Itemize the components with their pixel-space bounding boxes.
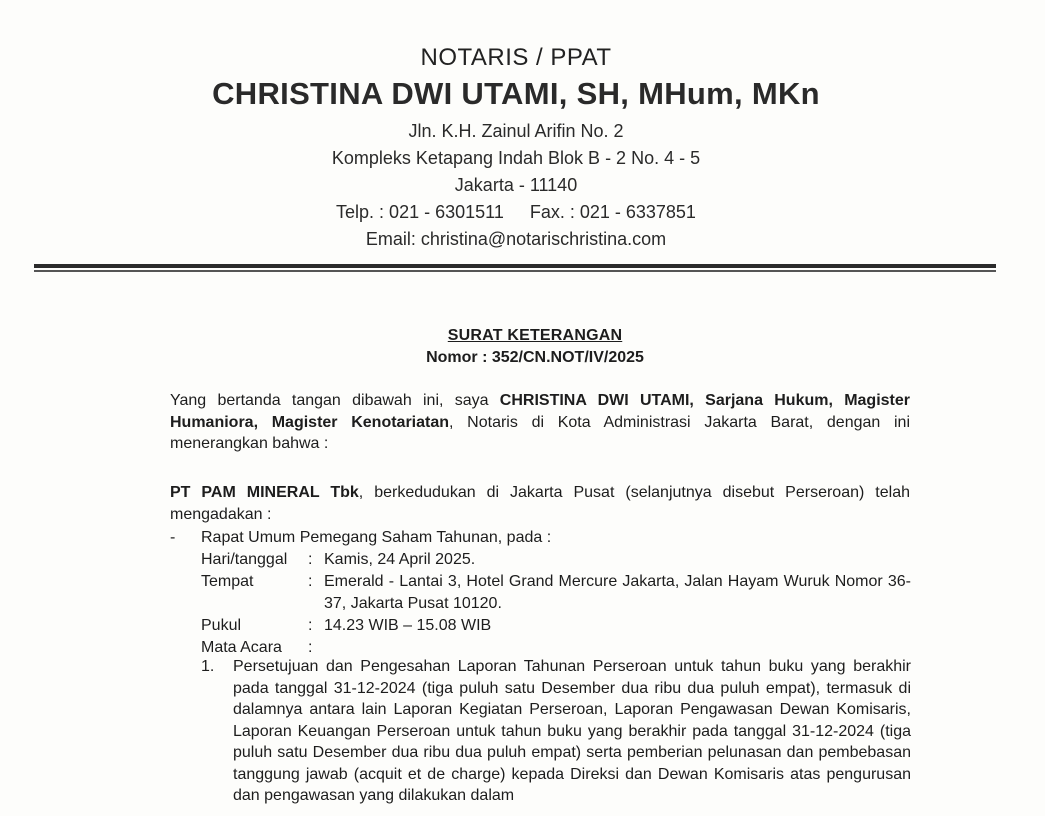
- meeting-title: Rapat Umum Pemegang Saham Tahunan, pada :: [201, 529, 552, 546]
- notary-name: CHRISTINA DWI UTAMI, SH, MHum, MKn: [212, 76, 820, 111]
- place-value: Emerald - Lantai 3, Hotel Grand Mercure Jakarta, Jalan Hayam Wuruk Nomor 36-37, Jakarta Pusat 10120.: [324, 573, 911, 612]
- date-label: Hari/tanggal: [201, 551, 288, 568]
- company-text: , berkedudukan di Jakarta Pusat (selanjutnya disebut Perseroan) telah mengadakan :: [170, 484, 910, 523]
- time-value: 14.23 WIB – 15.08 WIB: [324, 617, 492, 634]
- intro-text-end: , Notaris di Kota Administrasi Jakarta Barat, dengan ini menerangkan bahwa :: [170, 413, 911, 452]
- agenda-text: Persetujuan dan Pengesahan Laporan Tahunan Perseroan untuk tahun buku yang berakhir pada tanggal 31-12-2024 (tiga puluh satu Desember dua ribu dua puluh empat), termasuk di dalamnya antara lain Laporan Kegiatan Perseroan, Laporan Pengawasan Dewan Komisaris, Laporan Keuangan Perseroan untuk tahun buku yang berakhir pada tanggal 31-12-2024 (tiga puluh satu Desember dua ribu dua puluh empat) serta pemberian pelunasan dan pembebasan tanggung jawab (acquit et de charge) kepada Direksi dan Dewan Komisaris atas pengurusan dan pengawasan yang dilakukan dalam: [233, 658, 911, 804]
- email-address: Email: christina@notarischristina.com: [365, 229, 667, 249]
- colon: :: [308, 639, 313, 656]
- agenda-label: Mata Acara: [201, 639, 282, 656]
- address-line-2: Kompleks Ketapang Indah Blok B - 2 No. 4 - 5: [331, 148, 701, 168]
- agenda-number: 1.: [201, 658, 215, 675]
- colon: :: [308, 551, 313, 568]
- notary-full-title: CHRISTINA DWI UTAMI, Sarjana Hukum, Magister Humaniora, Magister Kenotariatan: [170, 392, 910, 431]
- list-dash: -: [170, 529, 176, 546]
- letterhead: [0, 44, 1032, 253]
- place-label: Tempat: [201, 573, 254, 590]
- fax-number: Fax. : 021 - 6337851: [529, 202, 696, 222]
- address-line-1: Jln. K.H. Zainul Arifin No. 2: [408, 121, 624, 141]
- document-number: Nomor : 352/CN.NOT/IV/2025: [426, 349, 644, 366]
- date-value: Kamis, 24 April 2025.: [324, 551, 476, 568]
- company-paragraph: [170, 482, 910, 525]
- document-title: SURAT KETERANGAN: [447, 327, 623, 344]
- time-label: Pukul: [201, 617, 242, 634]
- contact-line: [0, 199, 1032, 226]
- colon: :: [308, 573, 313, 590]
- address-city: Jakarta - 11140: [454, 175, 578, 195]
- colon: :: [308, 617, 313, 634]
- letterhead-divider-thick: [34, 264, 996, 268]
- company-name: PT PAM MINERAL Tbk: [170, 484, 359, 501]
- phone-number: Telp. : 021 - 6301511: [336, 202, 504, 222]
- intro-paragraph: [170, 390, 910, 455]
- notary-role: NOTARIS / PPAT: [420, 44, 612, 71]
- intro-text-start: Yang bertanda tangan dibawah ini, saya: [170, 392, 500, 409]
- letterhead-divider-thin: [34, 270, 996, 272]
